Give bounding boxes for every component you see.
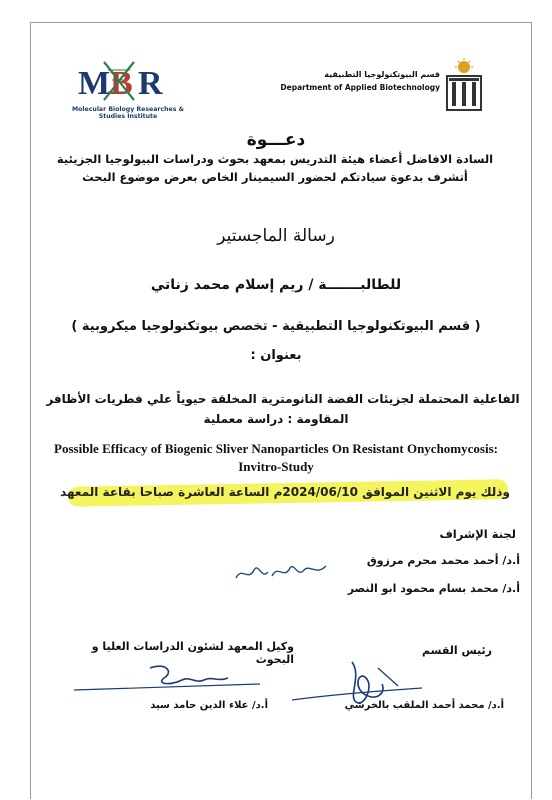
intro-line-1: السادة الافاضل أعضاء هيئة التدريس بمعهد بحوث ودراسات البيولوجيا الجزيئية bbox=[56, 152, 494, 166]
thesis-title-en: Possible Efficacy of Biogenic Sliver Nanoparticles On Resistant Onychomycosis: Invitro-Study bbox=[54, 441, 498, 474]
thesis-title-ar-line-2: المقاومة : دراسة معملية bbox=[203, 412, 349, 426]
head-of-department-title: رئيس القسم bbox=[422, 644, 492, 657]
invitation-title: دعـــوة bbox=[246, 130, 306, 150]
department-name-en: Department of Applied Biotechnology bbox=[280, 83, 440, 92]
titled-label: بعنوان : bbox=[250, 348, 302, 363]
specialization-line: ( قسم البيوتكنولوجيا التطبيقية - تخصص بيوتكنولوجيا ميكروبية ) bbox=[71, 319, 481, 334]
committee-title: لجنة الإشراف bbox=[439, 527, 516, 541]
committee-member-1: أ.د/ أحمد محمد محرم مرزوق bbox=[366, 554, 520, 567]
committee-member-2: أ.د/ محمد بسام محمود ابو النصر bbox=[347, 582, 520, 595]
intro-line-2: أتشرف بدعوة سيادتكم لحضور السيمينار الخاص بعرض موضوع البحث bbox=[82, 170, 468, 184]
svg-text:M: M bbox=[78, 65, 111, 102]
department-name-ar: قسم البيوتكنولوجيا التطبيقية bbox=[324, 70, 440, 79]
university-seal-icon bbox=[444, 58, 484, 112]
svg-text:R: R bbox=[138, 65, 163, 102]
thesis-title-ar-line-1: الفاعلية المحتملة لجزيئات الفضة النانومترية المخلقة حيوياً علي فطريات الأظافر bbox=[46, 392, 520, 406]
head-of-department-name: أ.د/ محمد أحمد الملقب بالخرشي bbox=[344, 700, 504, 711]
seminar-date-line: وذلك يوم الاثنين الموافق 2024/06/10م الساعة العاشرة صباحا بقاعة المعهد bbox=[60, 485, 510, 499]
vice-dean-title: وكيل المعهد لشئون الدراسات العليا و البحوث bbox=[91, 640, 294, 666]
student-name: للطالبـــــــة / ريم إسلام محمد زناتي bbox=[150, 277, 402, 293]
institute-name-en: Molecular Biology Researches & Studies Institute bbox=[72, 106, 184, 121]
vice-dean-name: أ.د/ علاء الدين حامد سيد bbox=[150, 700, 268, 711]
university-seal bbox=[444, 58, 484, 112]
degree-title: رسالة الماجستير bbox=[217, 226, 335, 246]
dna-logo-icon bbox=[74, 58, 182, 106]
svg-text:B: B bbox=[110, 65, 133, 102]
vice-dean-signature bbox=[70, 658, 266, 698]
